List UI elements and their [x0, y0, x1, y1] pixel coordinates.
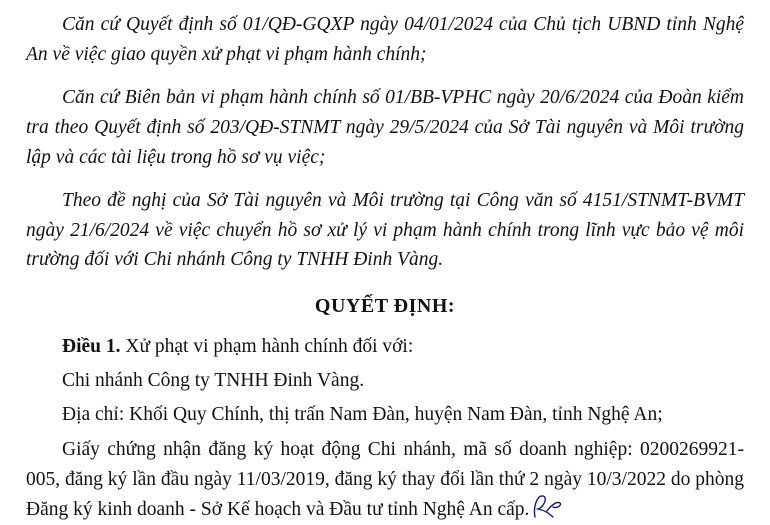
entity-name-line	[26, 366, 744, 396]
preamble-paragraph-3	[26, 186, 744, 275]
entity-name: Chi nhánh Công ty TNHH Đinh Vàng.	[62, 370, 365, 392]
signature-mark-icon	[529, 501, 563, 519]
registration-text: Giấy chứng nhận đăng ký hoạt động Chi nhánh, mã số doanh nghiệp: 0200269921-005, đăng ký lần đầu ngày 11/03/2019, đăng ký thay đổi lần thứ 2 ngày 10/3/2022 do phòng Đăng ký kinh doanh - Sở Kế hoạch và Đầu tư tỉnh Nghệ An cấp.	[26, 438, 744, 521]
address-line	[26, 400, 744, 430]
preamble-text-2: Căn cứ Biên bản vi phạm hành chính số 01/BB-VPHC ngày 20/6/2024 của Đoàn kiểm tra theo Quyết định số 203/QĐ-STNMT ngày 29/5/2024 của Sở Tài nguyên và Môi trường lập và các tài liệu trong hồ sơ vụ việc;	[26, 87, 744, 168]
article-1-line	[26, 332, 744, 362]
preamble-text-1: Căn cứ Quyết định số 01/QĐ-GQXP ngày 04/01/2024 của Chủ tịch UBND tỉnh Nghệ An về việc giao quyền xử phạt vi phạm hành chính;	[26, 14, 744, 65]
address-text: Địa chỉ: Khối Quy Chính, thị trấn Nam Đàn, huyện Nam Đàn, tỉnh Nghệ An;	[62, 404, 663, 426]
registration-paragraph	[26, 435, 744, 525]
preamble-text-3: Theo đề nghị của Sở Tài nguyên và Môi trường tại Công văn số 4151/STNMT-BVMT ngày 21/6/2024 về việc chuyển hồ sơ xử lý vi phạm hành chính trong lĩnh vực bảo vệ môi trường đối với Chi nhánh Công ty TNHH Đinh Vàng.	[26, 190, 744, 271]
article-label: Điều 1.	[62, 336, 121, 357]
preamble-paragraph-1	[26, 10, 744, 69]
article-text: Xử phạt vi phạm hành chính đối với:	[120, 336, 414, 357]
preamble-paragraph-2	[26, 83, 744, 172]
decision-heading: QUYẾT ĐỊNH:	[314, 295, 456, 317]
